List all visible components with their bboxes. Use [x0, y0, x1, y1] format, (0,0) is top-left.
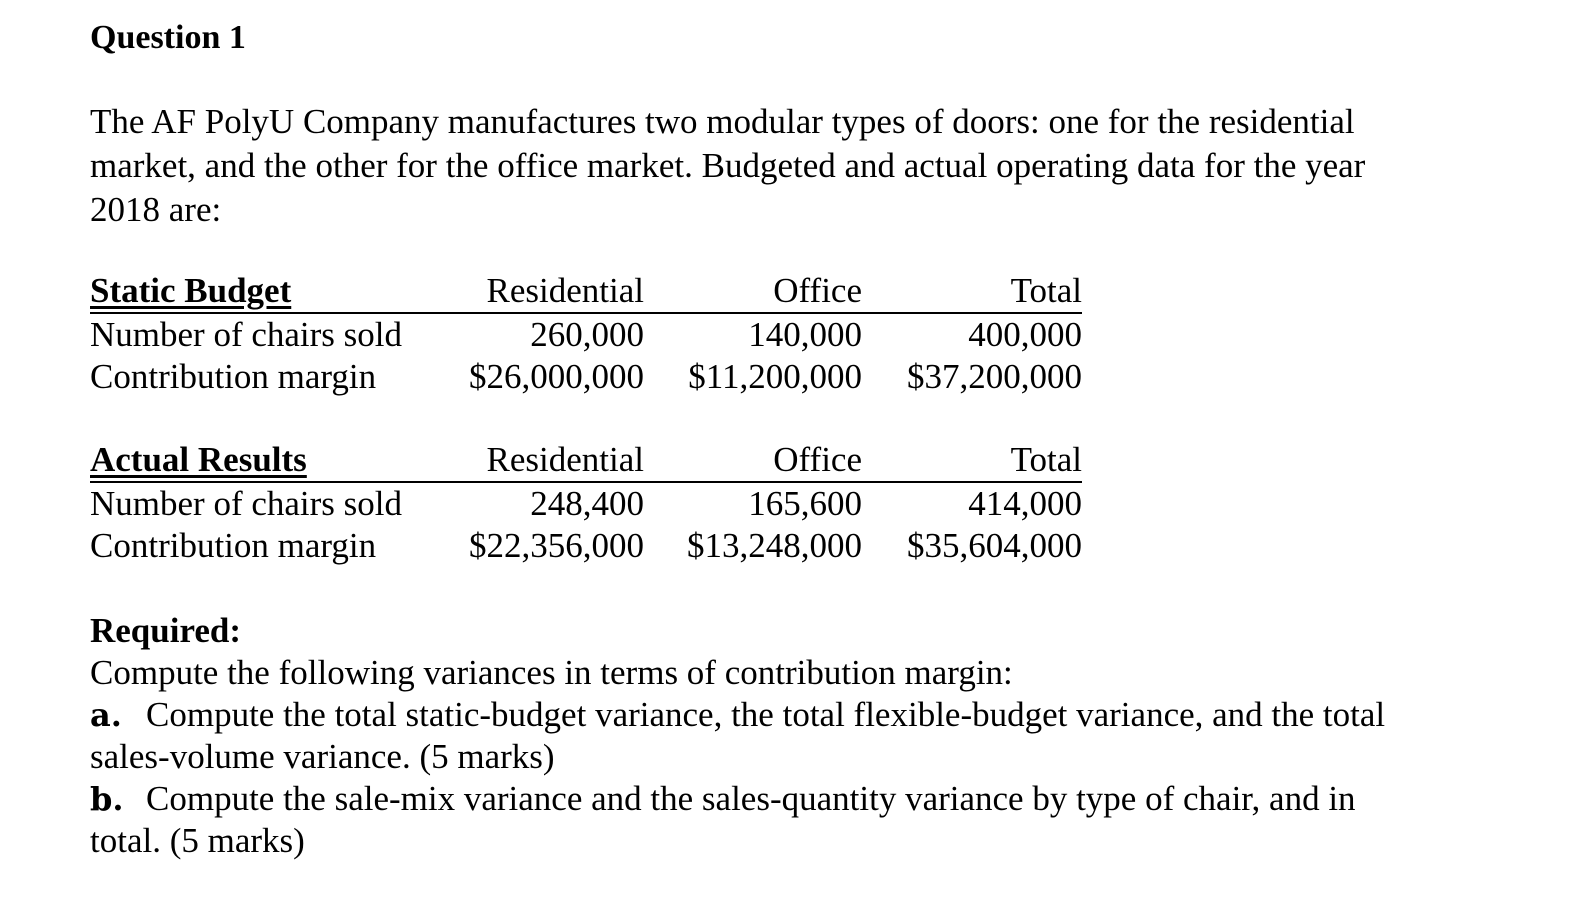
static-budget-table: [90, 270, 1082, 398]
cell-total: 414,000: [968, 484, 1082, 523]
cell-total: 400,000: [968, 315, 1082, 354]
part-text: Compute the total static-budget variance, the total flexible-budget variance, and the total: [146, 695, 1386, 734]
table-header-row: [90, 270, 1082, 313]
cell-total: $37,200,000: [907, 357, 1082, 396]
intro-line: 2018 are:: [90, 190, 222, 229]
required-section: [90, 610, 1510, 862]
column-header-office: Office: [644, 439, 862, 482]
cell-office: $11,200,000: [688, 357, 862, 396]
column-header-residential: Residential: [430, 439, 644, 482]
intro-line: market, and the other for the office market. Budgeted and actual operating data for the year: [90, 146, 1366, 185]
intro-line: The AF PolyU Company manufactures two modular types of doors: one for the residential: [90, 102, 1355, 141]
cell-total: $35,604,000: [907, 526, 1082, 565]
cell-office: 165,600: [748, 484, 862, 523]
row-label: Contribution margin: [90, 526, 377, 565]
cell-residential: $26,000,000: [469, 357, 644, 396]
part-b-line: [90, 778, 1510, 820]
table-row: [90, 482, 1082, 525]
cell-residential: 248,400: [530, 484, 644, 523]
column-header-office: Office: [644, 270, 862, 313]
column-header-total: Total: [862, 270, 1082, 313]
table-row: [90, 356, 1082, 398]
column-header-residential: Residential: [430, 270, 644, 313]
row-label: Number of chairs sold: [90, 315, 403, 354]
part-a-continuation: sales-volume variance. (5 marks): [90, 737, 555, 776]
cell-residential: 260,000: [530, 315, 644, 354]
table-header-row: [90, 439, 1082, 482]
part-b-continuation: total. (5 marks): [90, 821, 305, 860]
static-budget-heading: Static Budget: [90, 270, 430, 313]
actual-results-table: [90, 439, 1082, 567]
required-instruction: Compute the following variances in terms of contribution margin:: [90, 653, 1013, 692]
required-heading: Required:: [90, 611, 242, 650]
part-marker: a.: [90, 696, 122, 734]
table-row: [90, 313, 1082, 356]
question-title: Question 1: [90, 19, 246, 56]
row-label: Number of chairs sold: [90, 484, 403, 523]
part-marker: b.: [90, 780, 124, 818]
intro-paragraph: [90, 100, 1470, 232]
column-header-total: Total: [862, 439, 1082, 482]
part-text: Compute the sale-mix variance and the sales-quantity variance by type of chair, and in: [146, 779, 1356, 818]
row-label: Contribution margin: [90, 357, 377, 396]
cell-office: $13,248,000: [687, 526, 862, 565]
cell-residential: $22,356,000: [469, 526, 644, 565]
table-row: [90, 525, 1082, 567]
actual-results-heading: Actual Results: [90, 439, 430, 482]
part-a-line: [90, 694, 1510, 736]
cell-office: 140,000: [748, 315, 862, 354]
